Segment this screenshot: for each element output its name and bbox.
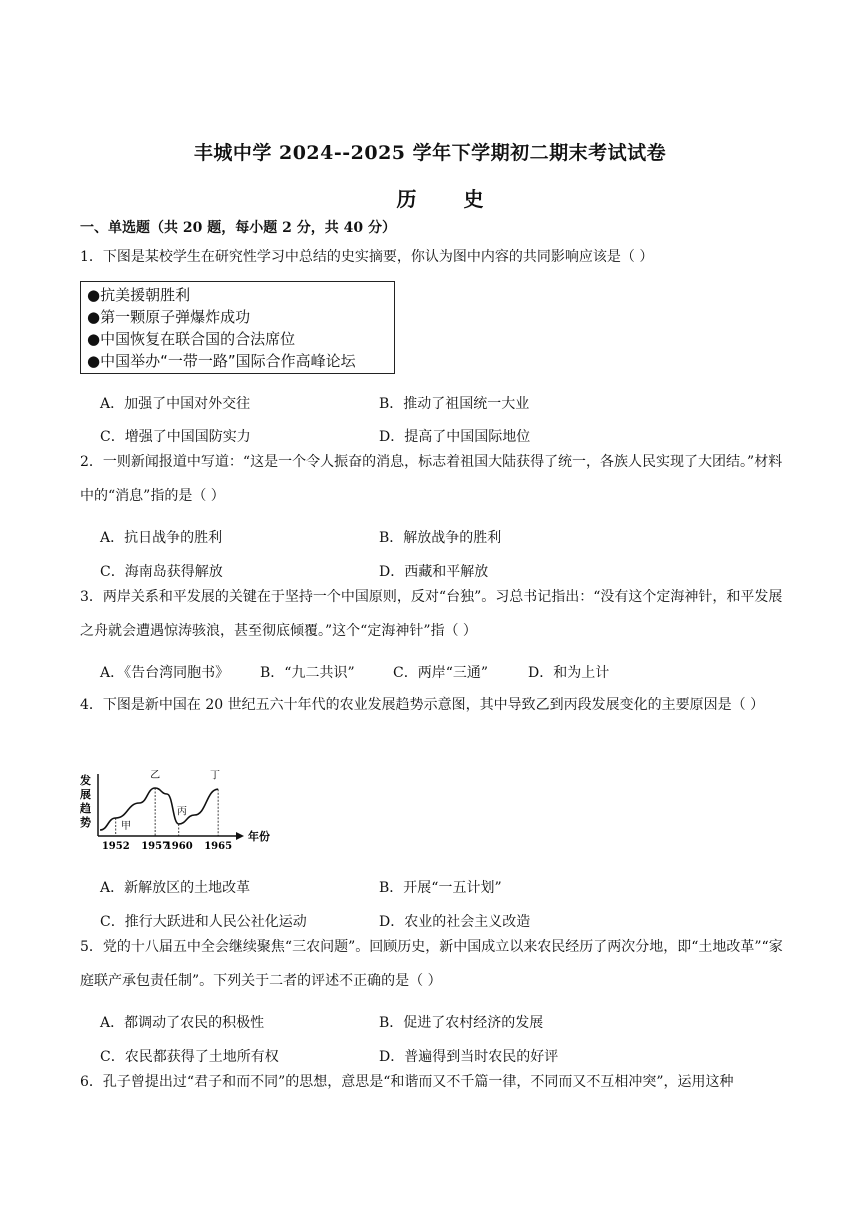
q3-option-d: D．和为上计 bbox=[528, 665, 610, 681]
q2-option-c: C．海南岛获得解放 bbox=[100, 564, 223, 580]
subject-title: 历 史 bbox=[396, 187, 504, 211]
q4-option-b: B．开展“一五计划” bbox=[379, 880, 502, 896]
question-5-stem: 5．党的十八届五中全会继续聚焦“三农问题”。回顾历史，新中国成立以来农民经历了两次分地，即“土地改革”“家庭联产承包责任制”。下列关于二者的评述不正确的是（ ） bbox=[80, 939, 783, 989]
fact-item: ●抗美援朝胜利 bbox=[87, 286, 191, 304]
q5-option-b: B．促进了农村经济的发展 bbox=[379, 1015, 544, 1031]
q1-option-c: C．增强了中国国防实力 bbox=[100, 429, 251, 445]
question-4-stem: 4．下图是新中国在 20 世纪五六十年代的农业发展趋势示意图，其中导致乙到丙段发展变化的主要原因是（ ） bbox=[80, 697, 765, 713]
x-tick-label: 1965 bbox=[204, 841, 233, 852]
agriculture-trend-chart bbox=[78, 770, 278, 860]
stage-label: 丙 bbox=[176, 806, 187, 818]
y-axis-label-2: 展 bbox=[80, 788, 91, 801]
question-2-stem: 2．一则新闻报道中写道：“这是一个令人振奋的消息，标志着祖国大陆获得了统一，各族人民实现了大团结。”材料中的“消息”指的是（ ） bbox=[80, 454, 783, 504]
x-axis-label: 年份 bbox=[248, 830, 270, 843]
fact-item: ●第一颗原子弹爆炸成功 bbox=[87, 308, 251, 326]
chart-axes bbox=[98, 774, 244, 840]
q2-option-a: A．抗日战争的胜利 bbox=[100, 530, 223, 546]
q5-option-d: D．普遍得到当时农民的好评 bbox=[379, 1049, 559, 1065]
q2-option-b: B．解放战争的胜利 bbox=[379, 530, 502, 546]
trend-line bbox=[100, 788, 218, 830]
q1-option-d: D．提高了中国国际地位 bbox=[379, 429, 531, 445]
q3-option-b: B．“九二共识” bbox=[260, 665, 355, 681]
q4-option-a: A．新解放区的土地改革 bbox=[100, 880, 251, 896]
question-6-stem: 6．孔子曾提出过“君子和而不同”的思想，意思是“和谐而又不千篇一律，不同而又不互相冲突”，运用这种 bbox=[80, 1074, 734, 1090]
x-tick-label: 1952 bbox=[101, 841, 130, 852]
stage-label: 甲 bbox=[120, 820, 131, 832]
y-axis-label-4: 势 bbox=[80, 816, 91, 829]
fact-item: ●中国举办“一带一路”国际合作高峰论坛 bbox=[87, 352, 356, 370]
fact-item: ●中国恢复在联合国的合法席位 bbox=[87, 330, 296, 348]
fact-summary-box bbox=[80, 281, 395, 374]
q1-option-a: A．加强了中国对外交往 bbox=[100, 396, 251, 412]
y-axis-label-3: 趋 bbox=[80, 802, 91, 815]
y-axis-label-1: 发 bbox=[80, 774, 91, 787]
question-3-stem: 3．两岸关系和平发展的关键在于坚持一个中国原则，反对“台独”。习总书记指出：“没有这个定海神针，和平发展之舟就会遭遇惊涛骇浪，甚至彻底倾覆。”这个“定海神针”指（ ） bbox=[80, 589, 783, 639]
q5-option-c: C．农民都获得了土地所有权 bbox=[100, 1049, 279, 1065]
exam-title: 丰城中学 2024--2025 学年下学期初二期末考试试卷 bbox=[193, 142, 667, 164]
q1-option-b: B．推动了祖国统一大业 bbox=[379, 396, 530, 412]
x-tick-label: 1957 bbox=[141, 841, 170, 852]
x-tick-label: 1960 bbox=[164, 841, 193, 852]
q4-option-c: C．推行大跃进和人民公社化运动 bbox=[100, 914, 307, 930]
q5-option-a: A．都调动了农民的积极性 bbox=[100, 1015, 265, 1031]
q3-option-a: A．《告台湾同胞书》 bbox=[100, 665, 230, 681]
question-1-stem: 1．下图是某校学生在研究性学习中总结的史实摘要，你认为图中内容的共同影响应该是（ ） bbox=[80, 249, 654, 265]
stage-label: 丁 bbox=[209, 770, 220, 782]
section-heading: 一、单选题（共 20 题，每小题 2 分，共 40 分） bbox=[80, 220, 396, 236]
q3-option-c: C．两岸“三通” bbox=[393, 665, 489, 681]
q4-option-d: D．农业的社会主义改造 bbox=[379, 914, 531, 930]
stage-label: 乙 bbox=[150, 770, 161, 781]
q2-option-d: D．西藏和平解放 bbox=[379, 564, 489, 580]
x-axis-arrow bbox=[236, 832, 244, 840]
